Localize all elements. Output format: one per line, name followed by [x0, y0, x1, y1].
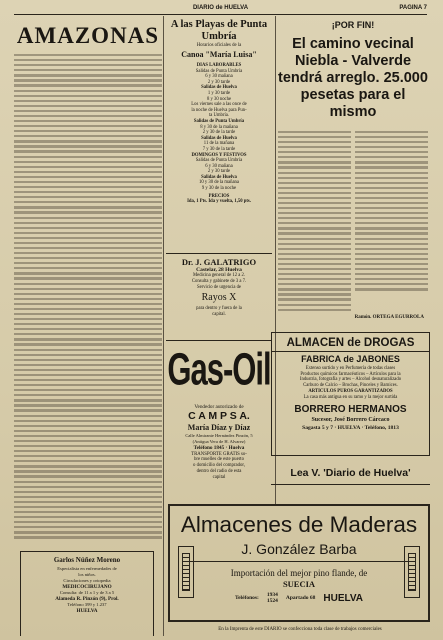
ad-maderas-title: Almacenes de Maderas [180, 512, 418, 537]
ad-maderas-owner: J. González Barba [184, 540, 414, 562]
price-line: Ida, 1 Pts. Ida y vuelta, 1,50 pts. [187, 199, 251, 205]
schedule-line: 6 y 30 mañana [205, 74, 233, 80]
article-body-col-a [278, 128, 351, 324]
ad-gasoil-tel: Teléfono 1845 · Huelva [193, 444, 245, 451]
ad-garlos-line2: los niños. [78, 572, 96, 577]
ad-maderas-origin: SUECIA [282, 579, 316, 589]
ad-drogas-line: Productos químicos farmacéuticos – Artículos para la [300, 371, 401, 377]
ad-drogas-line: Carburo de Calcio – Brochas, Pinceles y Barnices. [303, 383, 398, 389]
column-rule [163, 16, 164, 636]
ad-galatrigo [166, 253, 272, 341]
ad-maderas-phone: 1934 [266, 592, 278, 598]
ad-gasoil-campsa: C A M P S A. [188, 410, 250, 423]
article-kicker-porfin: ¡POR FIN! [331, 20, 375, 30]
ad-galatrigo-name: Dr. J. GALATRIGO [181, 257, 257, 267]
schedule-line: 10 y 30 de la mañana [199, 180, 239, 186]
schedule-line: 8 y 30 de la mañana [200, 124, 238, 130]
article-body-amazonas [14, 54, 162, 539]
ad-drogas-line: Industria, fotografía y artes – Alcohol desnaturalizado [299, 377, 402, 383]
ad-playas-sub: Horarios oficiales de la [196, 43, 242, 48]
ad-maderas-city: HUELVA [323, 592, 364, 604]
ad-maderas-import: Importación del mejor pino flande, de [230, 568, 368, 578]
article-body-col-b [355, 128, 428, 324]
ad-maderas-phones [267, 592, 278, 604]
header-masthead: DIARIO de HUELVA [192, 5, 249, 11]
ad-garlos-tel: Teléfono 399 y 1.237 [67, 602, 107, 607]
column-ads-middle [166, 16, 272, 506]
schedule-line: Los viernes sale a las once de [191, 102, 247, 108]
ad-playas-canoa: Canoa "María Luisa" [181, 50, 257, 59]
ad-drogas-title: ALMACEN de DROGAS [272, 333, 429, 352]
ad-gasoil-line: o domicilio del comprador, [192, 463, 246, 469]
ad-garlos-city: HUELVA [76, 608, 98, 614]
ad-maderas-apartado: Apartado 68 [285, 595, 316, 601]
ad-garlos-nunez [20, 551, 154, 636]
schedule-line: 8 y 30 noche [206, 96, 232, 102]
ad-galatrigo-line: Medicina general de 12 a 2. [192, 273, 246, 278]
ad-garlos-address: Alameda R. Pinzón (9), Prol. [55, 596, 119, 602]
schedule-line: 11 de la mañana [203, 141, 235, 147]
ad-drogas [271, 332, 430, 456]
header-page-number: PAGINA 7 [399, 5, 427, 11]
ad-garlos-line3: Circulaciones y ortopedia [63, 578, 111, 583]
ad-drogas-address: Sagasta 5 y 7 · HUELVA · Teléfono, 1813 [302, 425, 399, 432]
ad-maderas [168, 504, 430, 622]
ad-galatrigo-line: Consulta y gabinete de 3 a 7. [191, 278, 247, 284]
ad-drogas-line: ARTICULOS PUROS GARANTIZADOS [308, 388, 393, 394]
schedule-line: la noche de Huelva para Pun- [191, 107, 247, 113]
footer-note: En la Imprenta de este DIARIO se confecciona toda clase de trabajos comerciales [218, 627, 382, 632]
article-body-camino [278, 128, 428, 324]
ad-garlos-line4: MEDICOCIRUJANO [62, 584, 112, 590]
ad-drogas-line: Extenso surtido y en Perfumería de todas clases [305, 366, 396, 371]
ad-garlos-line1: Especialista en enfermedades de [57, 566, 117, 571]
schedule-heading: Salidas de Punta Umbría [193, 118, 245, 124]
ad-gasoil-line: capital [212, 474, 226, 480]
schedule-line: ta Umbría. [208, 113, 230, 119]
ornament-icon [404, 546, 420, 598]
price-heading: PRECIOS [208, 193, 230, 199]
schedule-heading: Salidas de Huelva [201, 174, 237, 180]
ad-galatrigo-line: capital. [212, 312, 226, 318]
ad-gasoil-title: Gas-Oil [167, 343, 271, 395]
ad-gasoil-line: bre muelles de este puerto [193, 457, 245, 463]
ad-playas-schedule [166, 63, 272, 205]
ad-drogas-sucesor: Sucesor, José Borrero Cárcaco [311, 417, 390, 424]
ad-gasoil [166, 342, 272, 481]
article-title-amazonas: AMAZONAS [16, 23, 160, 48]
ad-gasoil-line: TRANSPORTE GRATIS so- [191, 451, 247, 457]
ad-maderas-tel-label: Teléfonos: [234, 595, 259, 601]
ad-playas-title: A las Playas de Punta Umbría [170, 19, 268, 42]
schedule-heading: Salidas de Huelva [201, 85, 237, 91]
schedule-line: 9 y 30 de la noche [201, 186, 237, 192]
ad-playas [166, 19, 272, 60]
ad-drogas-line: La casa más antigua en su ramo y la mejor surtida [303, 394, 398, 400]
lea-diario-banner: Lea V. 'Diario de Huelva' [271, 461, 430, 485]
ad-gasoil-line: (Antigua Vera de H. Alvarez) [192, 439, 246, 444]
article-signature: Ramón. ORTEGA EGURROLA [354, 315, 424, 320]
ad-maderas-phone: 1524 [266, 598, 278, 604]
ad-gasoil-line: Calle Almirante Hernández Pinzón, 5 [185, 433, 253, 439]
schedule-line: 7 y 30 de la tarde [202, 146, 236, 152]
ad-galatrigo-address: Castelar, 28 Huelva [196, 267, 242, 273]
schedule-line: Salidas de Punta Umbría [195, 68, 243, 74]
schedule-heading: DIAS LABORABLES [196, 63, 242, 68]
ad-gasoil-line: Vendedor autorizado de [194, 404, 244, 410]
ad-galatrigo-line: para dentro y fuera de la [196, 306, 242, 312]
ad-galatrigo-rayos: Rayos X [201, 292, 237, 304]
ad-gasoil-owner: María Díaz y Díaz [187, 423, 251, 433]
ad-drogas-borrero: BORRERO HERMANOS [294, 404, 407, 416]
schedule-line: 1 y 30 tarde [207, 90, 231, 96]
schedule-heading: DOMINGOS Y FESTIVOS [191, 152, 247, 158]
ad-maderas-contact [170, 592, 428, 604]
page-header [14, 3, 427, 15]
column-amazonas [14, 16, 162, 636]
schedule-line: Salidas de Punta Umbría [195, 158, 243, 164]
schedule-line: 2 y 30 de la tarde [202, 130, 236, 136]
schedule-line: 2 y 30 tarde [207, 169, 231, 175]
ad-gasoil-line: dentro del radio de esta [196, 468, 242, 474]
schedule-line: 6 y 30 mañana [205, 163, 233, 169]
ad-garlos-name: Garlos Núñez Moreno [53, 556, 121, 564]
schedule-heading: Salidas de Huelva [201, 135, 237, 141]
column-porfin [278, 16, 428, 328]
schedule-line: 2 y 30 tarde [207, 79, 231, 85]
ad-drogas-title2: FABRICA de JABONES [301, 354, 400, 364]
ad-garlos-line5: Consulta: de 11 a 1 y de 3 a 5 [59, 590, 115, 595]
ornament-icon [178, 546, 194, 598]
ad-galatrigo-line: Servicio de urgencia de [196, 284, 242, 290]
article-headline-camino: El camino vecinal Niebla - Valverde tendrá arreglo. 25.000 pesetas para el mismo [278, 36, 428, 120]
